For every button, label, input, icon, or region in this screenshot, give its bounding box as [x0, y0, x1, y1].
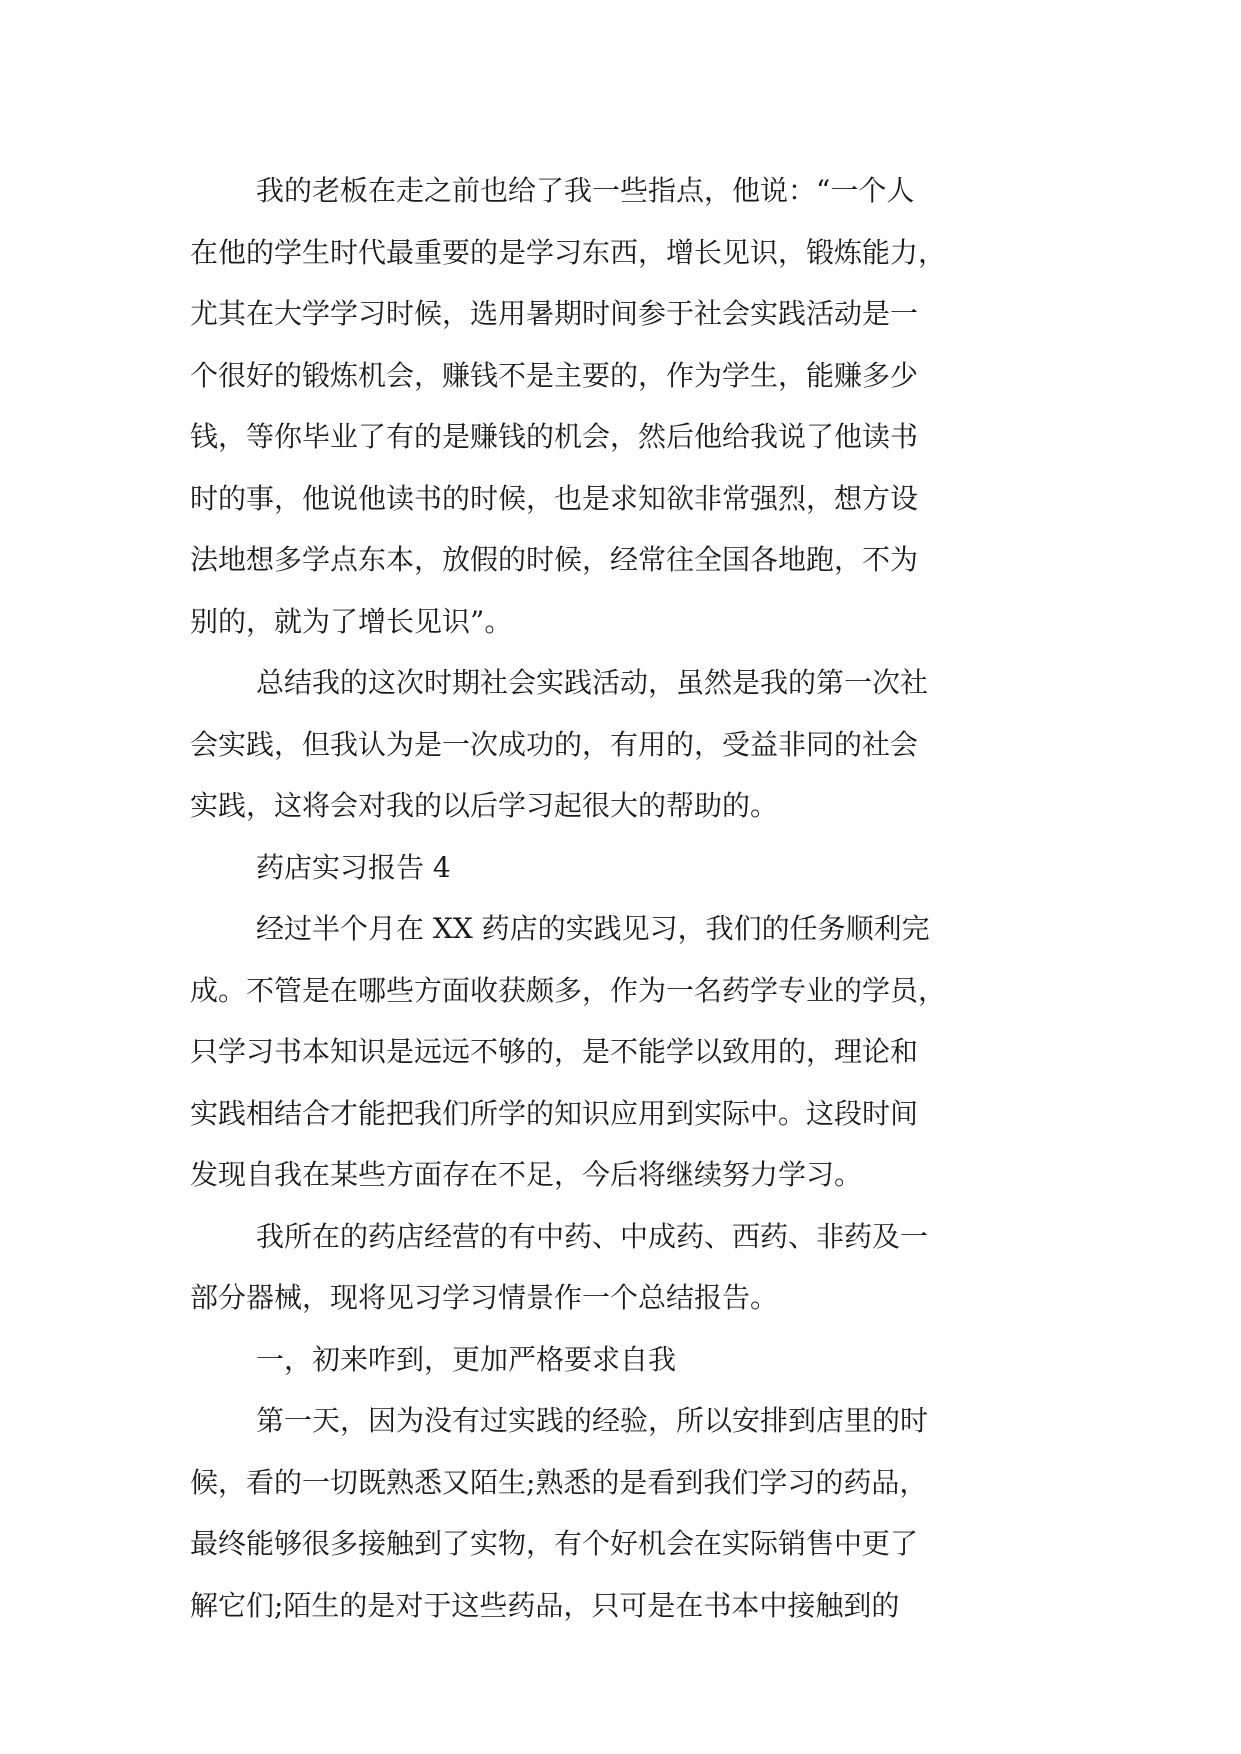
- text-line: 部分器械，现将见习学习情景作一个总结报告。: [190, 1281, 779, 1314]
- text-line: 别的，就为了增长见识”。: [190, 604, 513, 638]
- text-line: 经过半个月在 XX 药店的实践见习，我们的任务顺利完: [256, 912, 930, 945]
- text-line: 候，看的一切既熟悉又陌生;熟悉的是看到我们学习的药品，: [190, 1465, 928, 1499]
- text-line: 我的老板在走之前也给了我一些指点，他说：“一个人: [256, 174, 915, 207]
- text-line: 法地想多学点东本，放假的时候，经常往全国各地跑，不为: [190, 543, 919, 576]
- subsection-heading: 一，初来咋到，更加严格要求自我: [256, 1342, 677, 1376]
- text-line: 只学习书本知识是远远不够的，是不能学以致用的，理论和: [190, 1035, 919, 1068]
- section-heading: 药店实习报告 4: [256, 850, 451, 884]
- document-body: [190, 160, 1050, 1636]
- text-line: 总结我的这次时期社会实践活动，虽然是我的第一次社: [256, 666, 929, 699]
- text-line: 个很好的锻炼机会，赚钱不是主要的，作为学生，能赚多少: [190, 358, 919, 392]
- text-line: 实践相结合才能把我们所学的知识应用到实际中。这段时间: [190, 1096, 919, 1130]
- text-line: 时的事，他说他读书的时候，也是求知欲非常强烈，想方设: [190, 481, 919, 515]
- text-line: 钱，等你毕业了有的是赚钱的机会，然后他给我说了他读书: [190, 420, 919, 453]
- text-line: 我所在的药店经营的有中药、中成药、西药、非药及一: [256, 1219, 929, 1253]
- text-line: 第一天，因为没有过实践的经验，所以安排到店里的时: [256, 1404, 929, 1437]
- text-line: 尤其在大学学习时候，选用暑期时间参于社会实践活动是一: [190, 297, 919, 330]
- text-line: 实践，这将会对我的以后学习起很大的帮助的。: [190, 789, 779, 822]
- text-line: 解它们;陌生的是对于这些药品，只可是在书本中接触到的: [190, 1588, 900, 1622]
- text-line: 成。不管是在哪些方面收获颇多，作为一名药学专业的学员，: [190, 973, 947, 1007]
- text-line: 发现自我在某些方面存在不足，今后将继续努力学习。: [190, 1158, 863, 1191]
- text-line: 会实践，但我认为是一次成功的，有用的，受益非同的社会: [190, 727, 919, 761]
- text-line: 在他的学生时代最重要的是学习东西，增长见识，锻炼能力，: [190, 235, 947, 269]
- text-line: 最终能够很多接触到了实物，有个好机会在实际销售中更了: [190, 1527, 919, 1560]
